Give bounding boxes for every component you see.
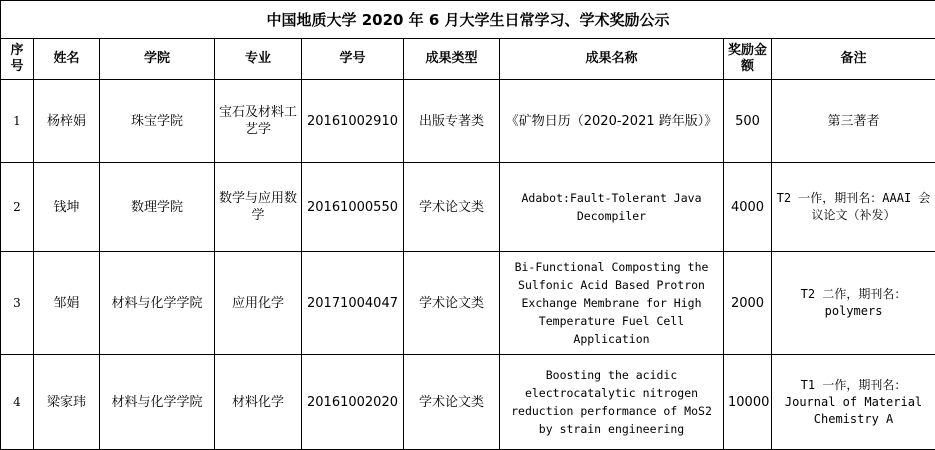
header-name: 姓名 [34,39,100,80]
cell-no: 2 [1,163,34,252]
cell-college: 数理学院 [100,163,215,252]
cell-student-id: 20161000550 [302,163,404,252]
cell-achievement: Boosting the acidic electrocatalytic nitrogen reduction performance of MoS2 by strain engineering [500,355,724,450]
cell-type: 学术论文类 [404,252,500,355]
cell-type: 出版专著类 [404,80,500,163]
cell-college: 材料与化学学院 [100,355,215,450]
cell-amount: 500 [724,80,772,163]
header-amount: 奖励金额 [724,39,772,80]
cell-type: 学术论文类 [404,163,500,252]
cell-major: 应用化学 [215,252,302,355]
cell-student-id: 20171004047 [302,252,404,355]
cell-remark: 第三著者 [772,80,935,163]
cell-major: 数学与应用数学 [215,163,302,252]
cell-achievement: Bi-Functional Composting the Sulfonic Acid Based Protron Exchange Membrane for High Temperature Fuel Cell Application [500,252,724,355]
header-achievement: 成果名称 [500,39,724,80]
header-student-id: 学号 [302,39,404,80]
cell-remark: T1 一作，期刊名：Journal of Material Chemistry A [772,355,935,450]
cell-amount: 4000 [724,163,772,252]
header-major: 专业 [215,39,302,80]
table-row [1,80,935,163]
header-type: 成果类型 [404,39,500,80]
cell-no: 1 [1,80,34,163]
cell-remark: T2 一作，期刊名：AAAI 会议论文（补发） [772,163,935,252]
cell-type: 学术论文类 [404,355,500,450]
cell-name: 钱坤 [34,163,100,252]
cell-name: 梁家玮 [34,355,100,450]
cell-achievement: 《矿物日历（2020-2021 跨年版）》 [500,80,724,163]
cell-name: 邹娟 [34,252,100,355]
cell-amount: 10000 [724,355,772,450]
cell-student-id: 20161002020 [302,355,404,450]
table-title: 中国地质大学 2020 年 6 月大学生日常学习、学术奖励公示 [1,1,935,39]
cell-no: 3 [1,252,34,355]
cell-no: 4 [1,355,34,450]
header-college: 学院 [100,39,215,80]
cell-student-id: 20161002910 [302,80,404,163]
cell-remark: T2 二作，期刊名：polymers [772,252,935,355]
header-remark: 备注 [772,39,935,80]
cell-major: 宝石及材料工艺学 [215,80,302,163]
cell-achievement: Adabot:Fault-Tolerant Java Decompiler [500,163,724,252]
table-row [1,355,935,450]
cell-amount: 2000 [724,252,772,355]
cell-major: 材料化学 [215,355,302,450]
cell-name: 杨梓娟 [34,80,100,163]
table-row [1,252,935,355]
cell-college: 珠宝学院 [100,80,215,163]
cell-college: 材料与化学学院 [100,252,215,355]
header-no: 序号 [1,39,34,80]
header-row [1,39,935,80]
table-row [1,163,935,252]
